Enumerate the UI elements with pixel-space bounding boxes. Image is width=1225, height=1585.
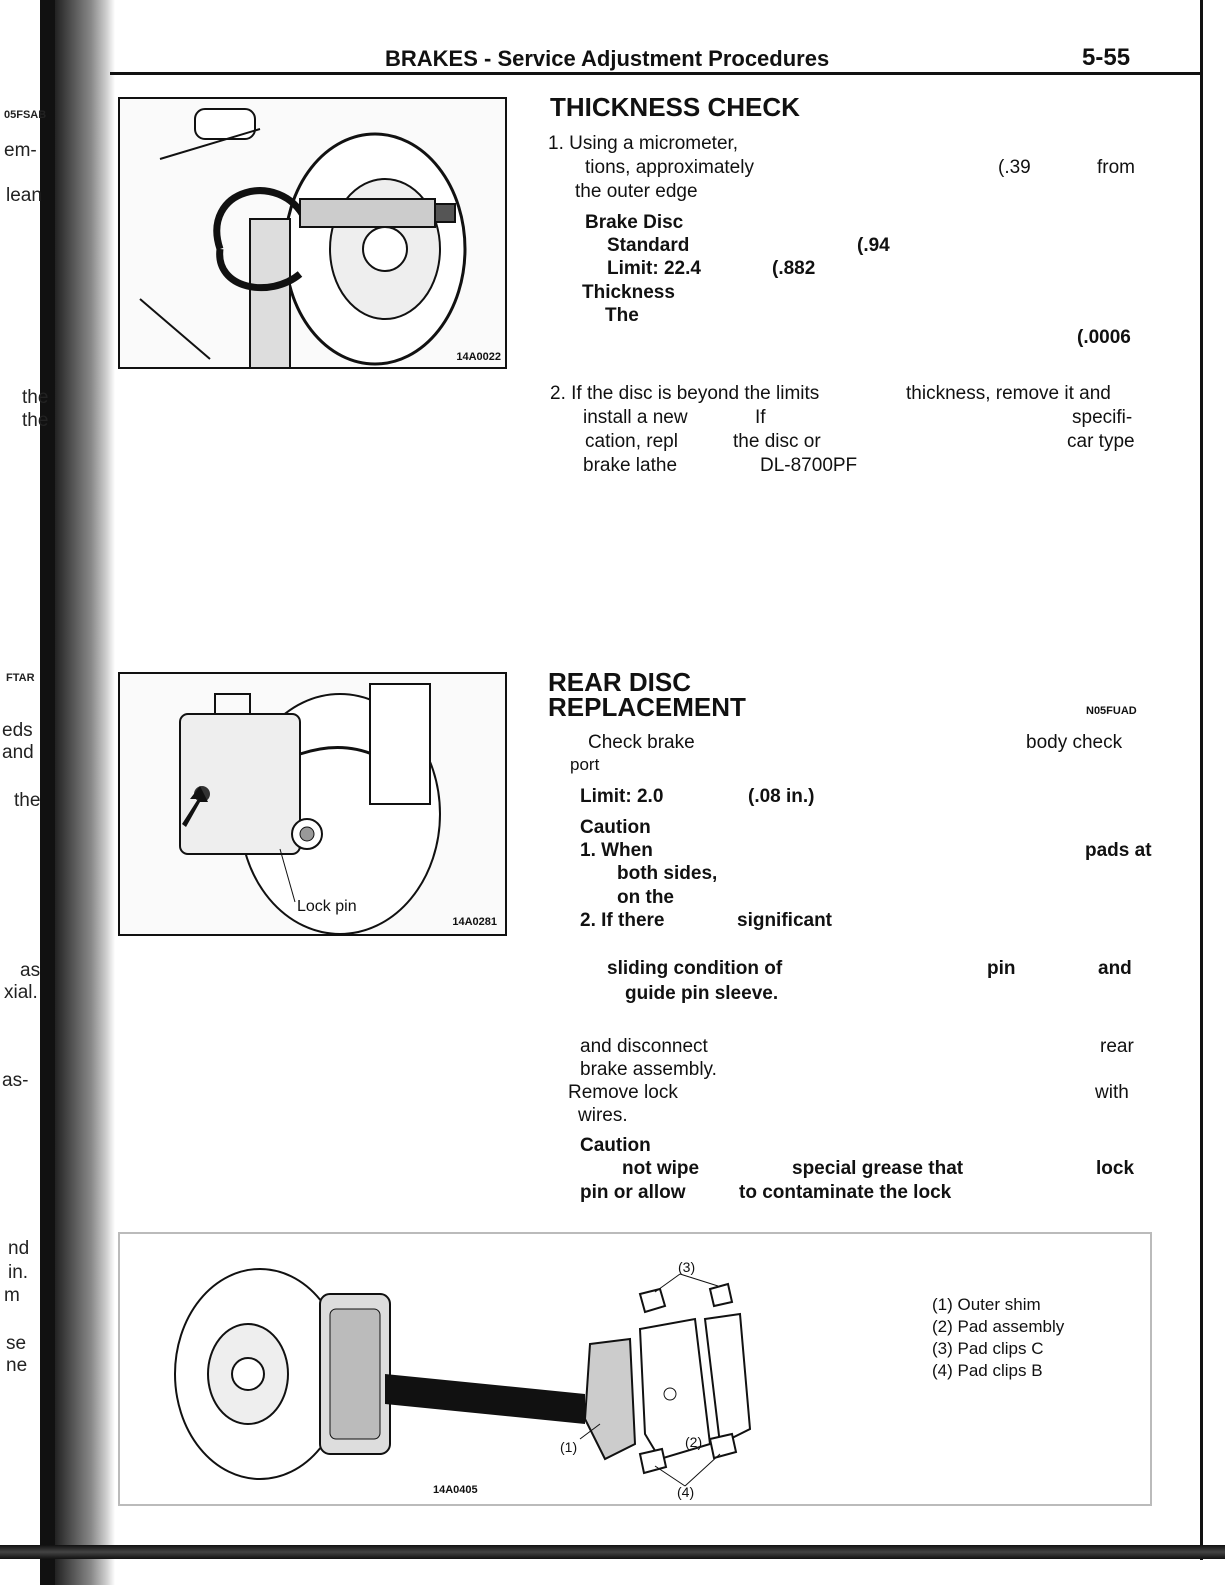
caution-text: sliding condition of	[607, 958, 783, 979]
legend-item: (1) Outer shim	[932, 1295, 1041, 1314]
step-text: DL-8700PF	[760, 455, 858, 476]
step-text: 2. If the disc is beyond the limits	[550, 383, 820, 404]
section-heading-rear-disc: REAR DISC	[548, 667, 692, 697]
edge-text: FTAR	[6, 672, 35, 684]
figure-label-lock-pin: Lock pin	[297, 898, 357, 915]
caution-text: to contaminate the lock	[739, 1182, 952, 1203]
footer-bar	[0, 1545, 1225, 1559]
step-text: car type	[1067, 431, 1135, 452]
right-margin-rule	[1200, 0, 1203, 1560]
spec-label: Standard	[607, 235, 690, 256]
step-text: port	[570, 755, 600, 774]
step-text: cation, repl	[585, 431, 678, 452]
step-text: brake assembly.	[580, 1059, 717, 1080]
callout-1: (1)	[560, 1439, 578, 1455]
figure-lock-pin	[118, 672, 507, 936]
spec-value: (.94	[857, 235, 890, 256]
spec-value: (.0006	[1077, 327, 1131, 348]
edge-text: as-	[2, 1070, 29, 1091]
caution-text: guide pin sleeve.	[625, 983, 779, 1004]
caution-text: pin	[987, 958, 1016, 979]
edge-text: lean	[6, 185, 42, 206]
edge-text: and	[2, 742, 34, 763]
step-text: with	[1095, 1082, 1129, 1103]
step-text: tions, approximately	[585, 157, 754, 178]
spec-label: The	[605, 305, 639, 326]
edge-text: ne	[6, 1355, 28, 1376]
header-rule	[110, 72, 1200, 75]
step-text: If	[755, 407, 766, 428]
spec-value: (.08 in.)	[748, 786, 815, 807]
legend-item: (4) Pad clips B	[932, 1361, 1043, 1380]
caution-label: Caution	[580, 817, 651, 838]
binding-shadow	[55, 0, 115, 1585]
section-heading-thickness-check: THICKNESS CHECK	[550, 92, 800, 122]
edge-text: the	[22, 387, 49, 408]
callout-4: (4)	[677, 1484, 695, 1500]
edge-text: in.	[8, 1262, 29, 1283]
caution-text: and	[1098, 958, 1132, 979]
edge-text: the	[22, 410, 49, 431]
edge-text: the	[14, 790, 41, 811]
section-code: N05FUAD	[1086, 705, 1137, 717]
step-text: from	[1097, 157, 1135, 178]
spec-label: Limit: 22.4	[607, 258, 701, 279]
edge-text: xial.	[4, 982, 38, 1003]
figure-code: 14A0022	[456, 351, 501, 363]
edge-text: m	[4, 1285, 20, 1306]
step-text: brake lathe	[583, 455, 678, 476]
step-text: wires.	[578, 1105, 628, 1126]
edge-text: em-	[4, 140, 37, 161]
spec-label: Brake Disc	[585, 212, 684, 233]
page-header-title: BRAKES - Service Adjustment Procedures	[385, 46, 830, 71]
spec-label: Limit: 2.0	[580, 786, 664, 807]
spec-label: Thickness	[582, 282, 675, 303]
caution-label: Caution	[580, 1135, 651, 1156]
step-text: install a new	[583, 407, 688, 428]
figure-code: 14A0281	[452, 916, 497, 928]
caution-text: 1. When	[580, 840, 653, 861]
step-text: thickness, remove it and	[906, 383, 1111, 404]
caution-text: not wipe	[622, 1158, 700, 1179]
edge-text: as	[20, 960, 41, 981]
caution-text: both sides,	[617, 863, 718, 884]
section-heading-replacement: REPLACEMENT	[548, 692, 746, 722]
edge-text: se	[6, 1333, 27, 1354]
callout-3: (3)	[678, 1259, 696, 1275]
step-text: the outer edge	[575, 181, 698, 202]
caliper-lock-pin-illustration	[120, 674, 505, 934]
caution-text: lock	[1096, 1158, 1135, 1179]
caution-text: on the	[617, 887, 674, 908]
edge-text: eds	[2, 720, 33, 741]
figure-code: 14A0405	[433, 1484, 478, 1496]
step-text: 1. Using a micrometer,	[548, 133, 739, 154]
legend-item: (3) Pad clips C	[932, 1339, 1044, 1358]
caution-text: 2. If there	[580, 910, 665, 931]
edge-text: nd	[8, 1238, 30, 1259]
step-text: Remove lock	[568, 1082, 678, 1103]
caution-text: pads at	[1085, 840, 1152, 861]
step-text: Check brake	[588, 732, 695, 753]
step-text: (.39	[998, 157, 1031, 178]
edge-text: 05FSAB	[4, 109, 47, 121]
step-text: body check	[1026, 732, 1123, 753]
spec-value: (.882	[772, 258, 816, 279]
micrometer-disc-illustration	[120, 99, 505, 367]
figure-micrometer-disc	[118, 97, 507, 369]
step-text: rear	[1100, 1036, 1134, 1057]
caution-text: pin or allow	[580, 1182, 686, 1203]
caution-text: special grease that	[792, 1158, 964, 1179]
callout-2: (2)	[685, 1434, 703, 1450]
step-text: the disc or	[733, 431, 821, 452]
caution-text: significant	[737, 910, 833, 931]
step-text: specifi-	[1072, 407, 1133, 428]
page-number: 5-55	[1082, 44, 1131, 71]
step-text: and disconnect	[580, 1036, 708, 1057]
figure-pad-assembly	[118, 1232, 1152, 1506]
legend-item: (2) Pad assembly	[932, 1317, 1065, 1336]
